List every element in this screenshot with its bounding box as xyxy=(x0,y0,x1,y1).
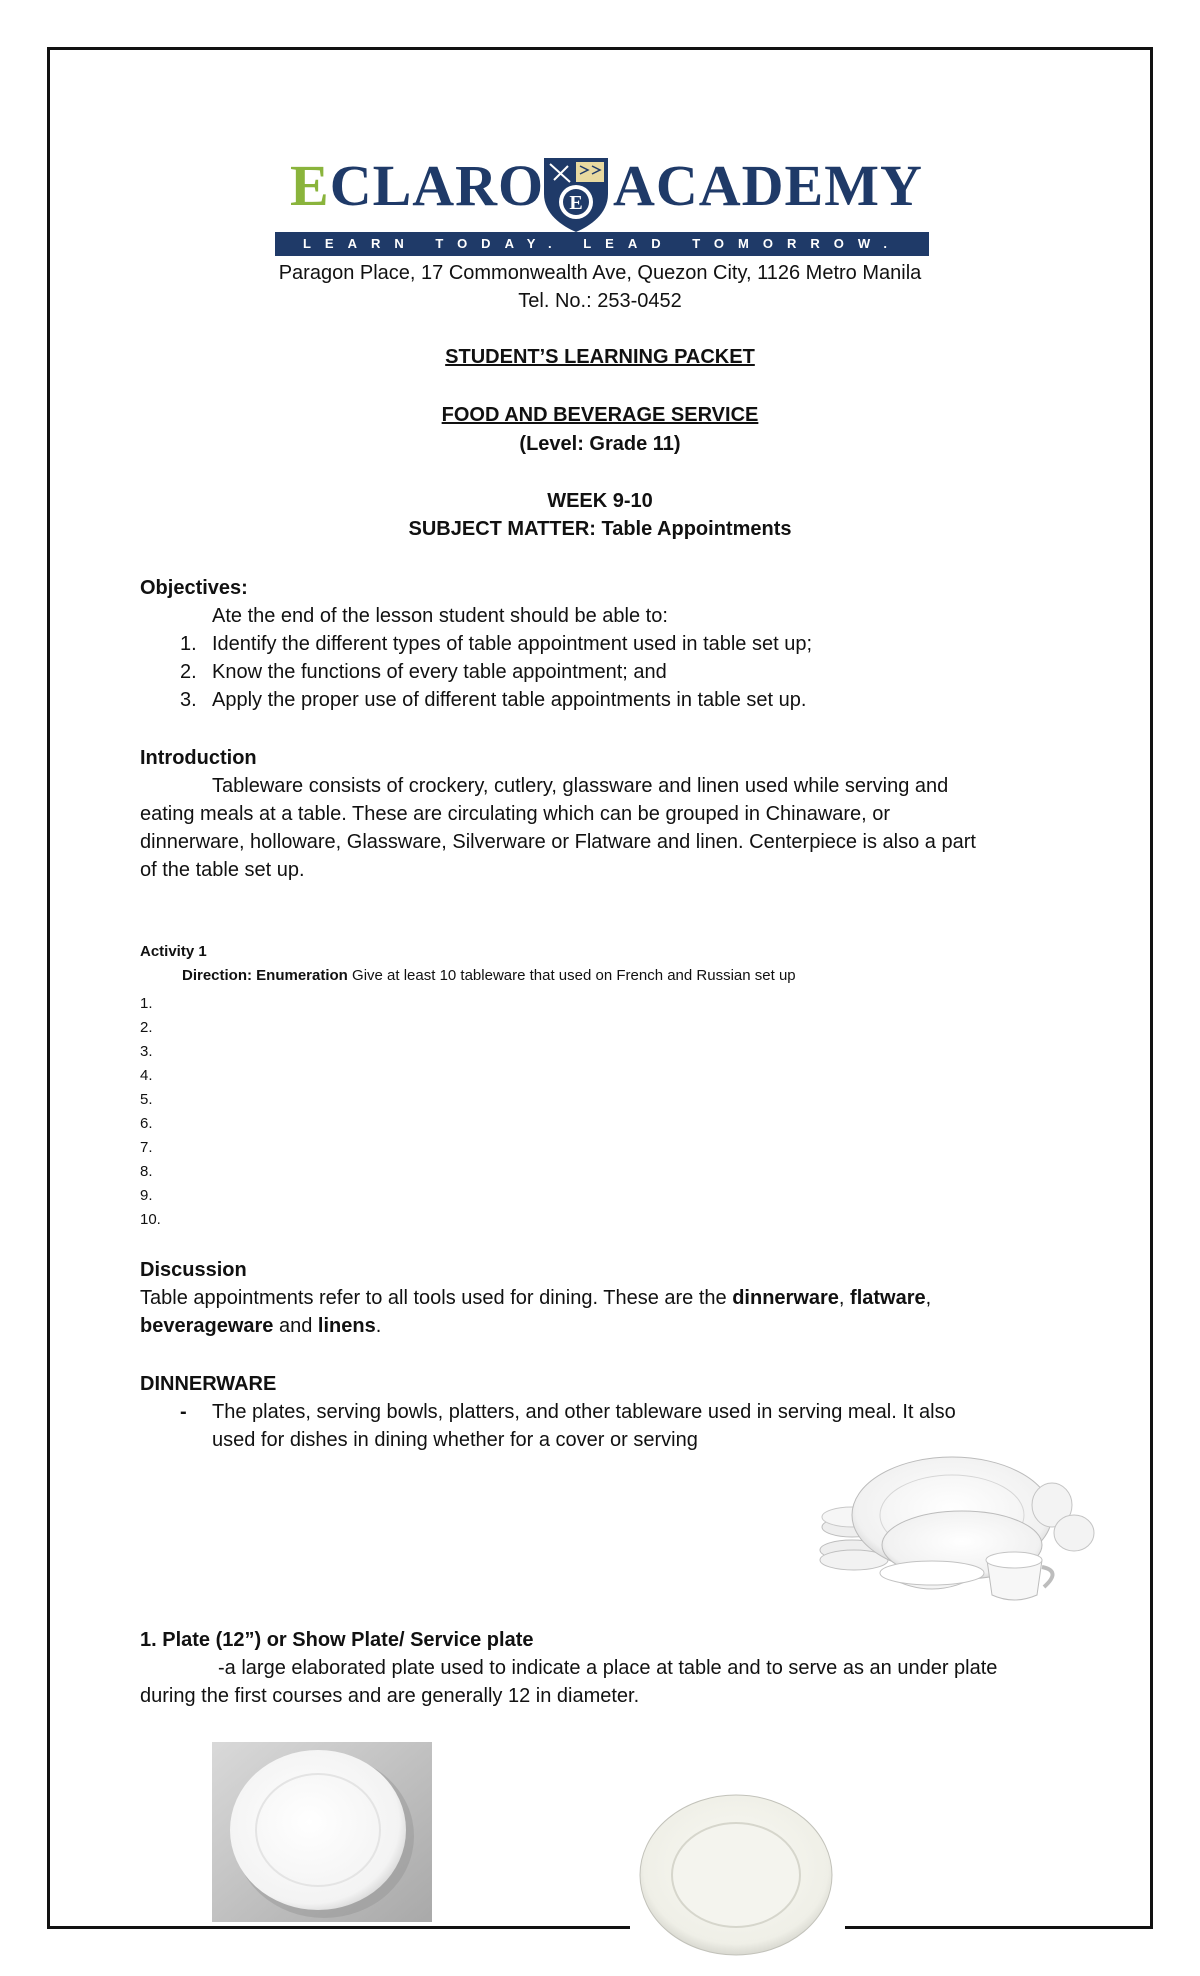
logo-left-first-letter: E xyxy=(290,153,330,218)
logo-left-text xyxy=(290,150,544,222)
school-address: Paragon Place, 17 Commonwealth Ave, Quezon City, 1126 Metro Manila xyxy=(278,262,922,284)
enumeration-item: 1. xyxy=(140,995,153,1012)
enumeration-item: 7. xyxy=(140,1139,153,1156)
subject-matter: SUBJECT MATTER: Table Appointments xyxy=(408,518,792,540)
discussion-term: linens xyxy=(317,1315,376,1337)
introduction-line: dinnerware, holloware, Glassware, Silverware or Flatware and linen. Centerpiece is also a part xyxy=(140,831,976,853)
discussion-text: Table appointments refer to all tools used for dining. These are the xyxy=(140,1287,733,1309)
enumeration-item: 4. xyxy=(140,1067,153,1084)
direction-label: Direction: Enumeration xyxy=(182,967,348,984)
logo-tagline: LEARN TODAY. LEAD TOMORROW. xyxy=(275,232,929,256)
enumeration-item: 10. xyxy=(140,1211,161,1228)
plate-heading: 1. Plate (12”) or Show Plate/ Service plate xyxy=(140,1629,534,1651)
discussion-term: dinnerware xyxy=(732,1287,839,1309)
activity-heading: Activity 1 xyxy=(140,943,207,960)
introduction-line: eating meals at a table. These are circulating which can be grouped in Chinaware, or xyxy=(140,803,891,825)
enumeration-item: 3. xyxy=(140,1043,153,1060)
discussion-line xyxy=(140,1312,381,1340)
discussion-text: . xyxy=(375,1315,382,1337)
shield-icon xyxy=(540,154,612,234)
objective-item: Know the functions of every table appointment; and xyxy=(212,661,667,683)
discussion-heading: Discussion xyxy=(140,1259,247,1281)
discussion-text: , xyxy=(925,1287,932,1309)
discussion-text: , xyxy=(838,1287,851,1309)
dinnerware-line: The plates, serving bowls, platters, and other tableware used in serving meal. It also xyxy=(212,1401,956,1423)
shield-letter: E xyxy=(569,192,583,214)
introduction-line: of the table set up. xyxy=(140,859,305,881)
discussion-text: and xyxy=(273,1315,318,1337)
dinnerware-set-image xyxy=(812,1455,1102,1605)
grade-level: (Level: Grade 11) xyxy=(519,433,681,455)
introduction-line: Tableware consists of crockery, cutlery, glassware and linen used while serving and xyxy=(212,775,949,797)
activity-direction xyxy=(182,964,796,988)
logo-left-rest: CLARO xyxy=(329,153,545,218)
discussion-line xyxy=(140,1284,931,1312)
objectives-heading: Objectives: xyxy=(140,577,248,599)
discussion-term: flatware xyxy=(850,1287,926,1309)
dinnerware-heading: DINNERWARE xyxy=(140,1373,277,1395)
dinnerware-line: used for dishes in dining whether for a cover or serving xyxy=(212,1429,698,1451)
enumeration-item: 2. xyxy=(140,1019,153,1036)
school-telephone: Tel. No.: 253-0452 xyxy=(518,290,682,312)
dinnerware-dash: - xyxy=(180,1401,187,1423)
subject-title: FOOD AND BEVERAGE SERVICE xyxy=(441,404,759,426)
discussion-term: beverageware xyxy=(140,1315,274,1337)
introduction-heading: Introduction xyxy=(140,747,257,769)
enumeration-item: 5. xyxy=(140,1091,153,1108)
eclaro-academy-logo xyxy=(275,150,925,260)
week-label: WEEK 9-10 xyxy=(547,490,653,512)
logo-right-text: ACADEMY xyxy=(613,153,923,218)
enumeration-item: 9. xyxy=(140,1187,153,1204)
enumeration-item: 6. xyxy=(140,1115,153,1132)
objective-number: 3. xyxy=(180,689,197,711)
direction-text: Give at least 10 tableware that used on French and Russian set up xyxy=(347,967,796,984)
plate-description-line: -a large elaborated plate used to indicate a place at table and to serve as an under plate xyxy=(218,1657,998,1679)
objectives-intro: Ate the end of the lesson student should be able to: xyxy=(212,605,668,627)
plate-description-line: during the first courses and are generally 12 in diameter. xyxy=(140,1685,640,1707)
objective-number: 2. xyxy=(180,661,197,683)
objective-number: 1. xyxy=(180,633,197,655)
enumeration-item: 8. xyxy=(140,1163,153,1180)
enumeration-list xyxy=(140,992,161,1232)
service-plate-image-1 xyxy=(212,1742,432,1922)
service-plate-image-2 xyxy=(636,1790,836,1960)
packet-title: STUDENT’S LEARNING PACKET xyxy=(445,346,755,368)
objective-item: Apply the proper use of different table appointments in table set up. xyxy=(212,689,807,711)
objective-item: Identify the different types of table appointment used in table set up; xyxy=(212,633,813,655)
